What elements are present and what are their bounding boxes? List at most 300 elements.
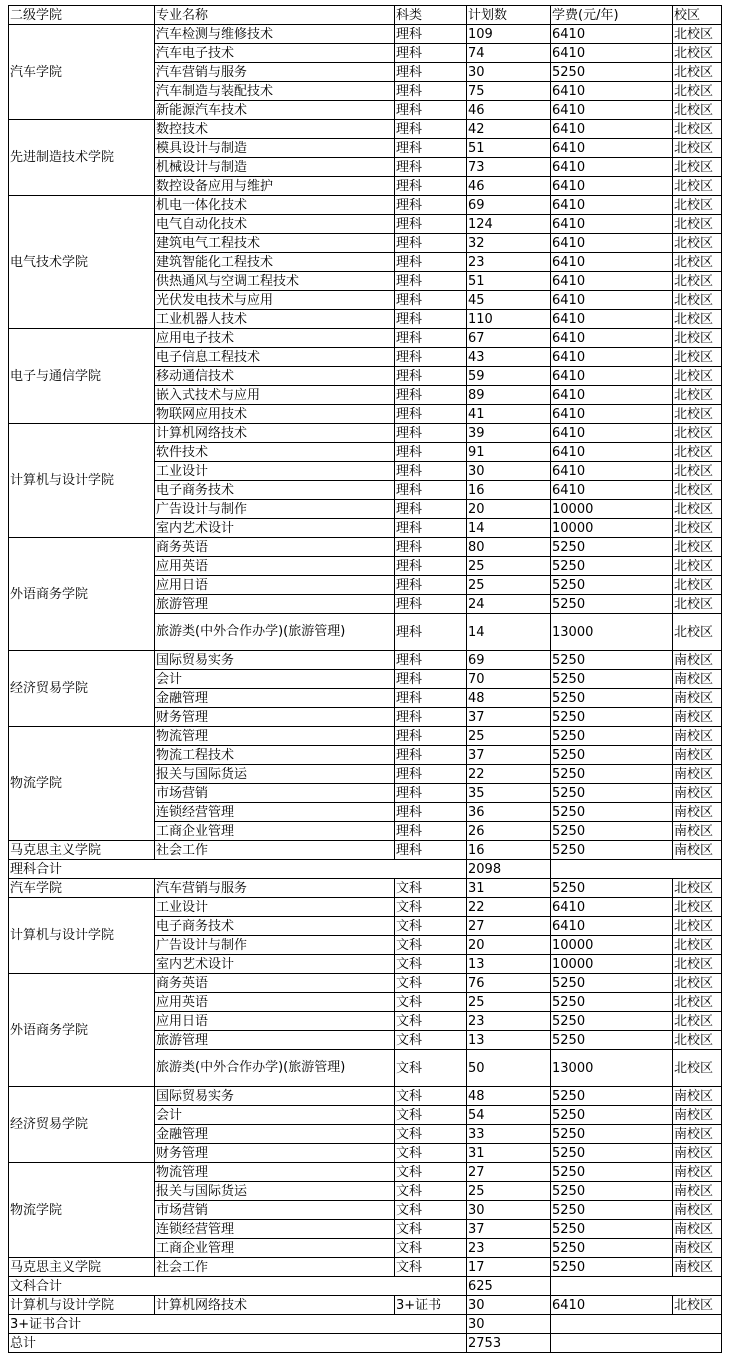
major-cell: 机电一体化技术 [155, 196, 395, 215]
fee-cell: 5250 [551, 557, 673, 576]
fee-cell: 10000 [551, 955, 673, 974]
fee-cell: 5250 [551, 63, 673, 82]
college-cell: 汽车学院 [9, 25, 155, 120]
subtotal-blank [551, 1334, 722, 1353]
plan-cell: 20 [467, 500, 551, 519]
fee-cell: 5250 [551, 1201, 673, 1220]
table-row [9, 25, 722, 44]
campus-cell: 南校区 [673, 1201, 722, 1220]
plan-cell: 46 [467, 177, 551, 196]
table-row [9, 1163, 722, 1182]
campus-cell: 北校区 [673, 936, 722, 955]
campus-cell: 南校区 [673, 670, 722, 689]
plan-cell: 30 [467, 1201, 551, 1220]
college-cell: 电气技术学院 [9, 196, 155, 329]
plan-cell: 74 [467, 44, 551, 63]
table-row [9, 1087, 722, 1106]
plan-cell: 48 [467, 1087, 551, 1106]
major-cell: 供热通风与空调工程技术 [155, 272, 395, 291]
plan-cell: 23 [467, 1012, 551, 1031]
header-college: 二级学院 [9, 6, 155, 25]
plan-cell: 41 [467, 405, 551, 424]
plan-cell: 25 [467, 1182, 551, 1201]
campus-cell: 北校区 [673, 329, 722, 348]
type-cell: 理科 [395, 746, 467, 765]
type-cell: 理科 [395, 215, 467, 234]
major-cell: 应用电子技术 [155, 329, 395, 348]
campus-cell: 北校区 [673, 462, 722, 481]
campus-cell: 南校区 [673, 822, 722, 841]
major-cell: 市场营销 [155, 784, 395, 803]
major-cell: 旅游管理 [155, 1031, 395, 1050]
fee-cell: 6410 [551, 196, 673, 215]
fee-cell: 6410 [551, 101, 673, 120]
campus-cell: 北校区 [673, 443, 722, 462]
type-cell: 理科 [395, 329, 467, 348]
major-cell: 物流管理 [155, 1163, 395, 1182]
table-row [9, 329, 722, 348]
subtotal-row [9, 860, 722, 879]
campus-cell: 北校区 [673, 177, 722, 196]
fee-cell: 13000 [551, 614, 673, 651]
subtotal-row [9, 1315, 722, 1334]
major-cell: 国际贸易实务 [155, 1087, 395, 1106]
table-row [9, 1258, 722, 1277]
major-cell: 工业设计 [155, 462, 395, 481]
major-cell: 社会工作 [155, 1258, 395, 1277]
fee-cell: 6410 [551, 405, 673, 424]
fee-cell: 10000 [551, 519, 673, 538]
header-major: 专业名称 [155, 6, 395, 25]
major-cell: 模具设计与制造 [155, 139, 395, 158]
major-cell: 商务英语 [155, 538, 395, 557]
major-cell: 电气自动化技术 [155, 215, 395, 234]
college-cell: 外语商务学院 [9, 974, 155, 1087]
campus-cell: 南校区 [673, 708, 722, 727]
major-cell: 数控技术 [155, 120, 395, 139]
table-row [9, 538, 722, 557]
type-cell: 文科 [395, 1125, 467, 1144]
type-cell: 理科 [395, 291, 467, 310]
major-cell: 汽车电子技术 [155, 44, 395, 63]
table-row [9, 651, 722, 670]
major-cell: 连锁经营管理 [155, 803, 395, 822]
type-cell: 理科 [395, 25, 467, 44]
type-cell: 文科 [395, 936, 467, 955]
major-cell: 数控设备应用与维护 [155, 177, 395, 196]
type-cell: 理科 [395, 310, 467, 329]
fee-cell: 6410 [551, 25, 673, 44]
campus-cell: 北校区 [673, 120, 722, 139]
table-row [9, 841, 722, 860]
fee-cell: 6410 [551, 348, 673, 367]
college-cell: 经济贸易学院 [9, 651, 155, 727]
plan-cell: 27 [467, 1163, 551, 1182]
fee-cell: 6410 [551, 120, 673, 139]
plan-cell: 36 [467, 803, 551, 822]
type-cell: 理科 [395, 63, 467, 82]
major-cell: 社会工作 [155, 841, 395, 860]
college-cell: 物流学院 [9, 727, 155, 841]
fee-cell: 6410 [551, 481, 673, 500]
plan-cell: 20 [467, 936, 551, 955]
type-cell: 文科 [395, 1258, 467, 1277]
fee-cell: 5250 [551, 841, 673, 860]
type-cell: 理科 [395, 841, 467, 860]
campus-cell: 北校区 [673, 917, 722, 936]
type-cell: 理科 [395, 557, 467, 576]
campus-cell: 南校区 [673, 746, 722, 765]
table-row [9, 120, 722, 139]
fee-cell: 10000 [551, 500, 673, 519]
type-cell: 理科 [395, 101, 467, 120]
campus-cell: 南校区 [673, 784, 722, 803]
fee-cell: 6410 [551, 443, 673, 462]
campus-cell: 北校区 [673, 63, 722, 82]
type-cell: 理科 [395, 614, 467, 651]
table-row [9, 1296, 722, 1315]
subtotal-plan: 625 [467, 1277, 551, 1296]
type-cell: 文科 [395, 1239, 467, 1258]
fee-cell: 6410 [551, 329, 673, 348]
type-cell: 文科 [395, 993, 467, 1012]
campus-cell: 北校区 [673, 1031, 722, 1050]
campus-cell: 北校区 [673, 993, 722, 1012]
type-cell: 理科 [395, 651, 467, 670]
subtotal-label: 总计 [9, 1334, 467, 1353]
fee-cell: 6410 [551, 462, 673, 481]
major-cell: 新能源汽车技术 [155, 101, 395, 120]
campus-cell: 南校区 [673, 1220, 722, 1239]
plan-cell: 24 [467, 595, 551, 614]
fee-cell: 5250 [551, 708, 673, 727]
plan-cell: 67 [467, 329, 551, 348]
subtotal-blank [551, 1315, 722, 1334]
plan-cell: 69 [467, 651, 551, 670]
fee-cell: 6410 [551, 44, 673, 63]
fee-cell: 6410 [551, 253, 673, 272]
campus-cell: 南校区 [673, 1163, 722, 1182]
major-cell: 报关与国际货运 [155, 765, 395, 784]
major-cell: 旅游类(中外合作办学)(旅游管理) [155, 614, 395, 651]
college-cell: 物流学院 [9, 1163, 155, 1258]
fee-cell: 5250 [551, 1087, 673, 1106]
major-cell: 嵌入式技术与应用 [155, 386, 395, 405]
type-cell: 理科 [395, 576, 467, 595]
campus-cell: 南校区 [673, 1239, 722, 1258]
major-cell: 物流管理 [155, 727, 395, 746]
type-cell: 理科 [395, 196, 467, 215]
type-cell: 理科 [395, 82, 467, 101]
type-cell: 文科 [395, 1220, 467, 1239]
header-fee: 学费(元/年) [551, 6, 673, 25]
type-cell: 理科 [395, 708, 467, 727]
type-cell: 理科 [395, 158, 467, 177]
campus-cell: 北校区 [673, 196, 722, 215]
type-cell: 理科 [395, 139, 467, 158]
major-cell: 应用英语 [155, 557, 395, 576]
type-cell: 文科 [395, 1163, 467, 1182]
campus-cell: 北校区 [673, 348, 722, 367]
type-cell: 理科 [395, 405, 467, 424]
type-cell: 文科 [395, 1050, 467, 1087]
fee-cell: 13000 [551, 1050, 673, 1087]
fee-cell: 6410 [551, 367, 673, 386]
table-row [9, 196, 722, 215]
table-row [9, 974, 722, 993]
header-row [9, 6, 722, 25]
plan-cell: 37 [467, 708, 551, 727]
campus-cell: 北校区 [673, 1296, 722, 1315]
enrollment-plan-table [8, 5, 722, 1353]
major-cell: 旅游管理 [155, 595, 395, 614]
type-cell: 文科 [395, 917, 467, 936]
fee-cell: 6410 [551, 1296, 673, 1315]
type-cell: 理科 [395, 765, 467, 784]
major-cell: 广告设计与制作 [155, 936, 395, 955]
campus-cell: 南校区 [673, 841, 722, 860]
major-cell: 计算机网络技术 [155, 424, 395, 443]
campus-cell: 北校区 [673, 500, 722, 519]
plan-cell: 75 [467, 82, 551, 101]
fee-cell: 10000 [551, 936, 673, 955]
plan-cell: 30 [467, 1296, 551, 1315]
subtotal-plan: 2098 [467, 860, 551, 879]
subtotal-label: 理科合计 [9, 860, 467, 879]
fee-cell: 5250 [551, 803, 673, 822]
type-cell: 文科 [395, 1106, 467, 1125]
plan-cell: 45 [467, 291, 551, 310]
subtotal-row [9, 1277, 722, 1296]
plan-cell: 25 [467, 576, 551, 595]
plan-cell: 31 [467, 879, 551, 898]
campus-cell: 南校区 [673, 1182, 722, 1201]
major-cell: 电子商务技术 [155, 917, 395, 936]
major-cell: 室内艺术设计 [155, 955, 395, 974]
campus-cell: 北校区 [673, 82, 722, 101]
campus-cell: 北校区 [673, 405, 722, 424]
type-cell: 理科 [395, 481, 467, 500]
type-cell: 理科 [395, 44, 467, 63]
fee-cell: 6410 [551, 139, 673, 158]
fee-cell: 5250 [551, 879, 673, 898]
major-cell: 旅游类(中外合作办学)(旅游管理) [155, 1050, 395, 1087]
college-cell: 马克思主义学院 [9, 1258, 155, 1277]
header-campus: 校区 [673, 6, 722, 25]
fee-cell: 6410 [551, 82, 673, 101]
fee-cell: 6410 [551, 158, 673, 177]
fee-cell: 6410 [551, 424, 673, 443]
fee-cell: 6410 [551, 310, 673, 329]
plan-cell: 13 [467, 1031, 551, 1050]
fee-cell: 5250 [551, 784, 673, 803]
campus-cell: 南校区 [673, 727, 722, 746]
subtotal-label: 3+证书合计 [9, 1315, 467, 1334]
campus-cell: 北校区 [673, 879, 722, 898]
major-cell: 财务管理 [155, 1144, 395, 1163]
plan-cell: 91 [467, 443, 551, 462]
type-cell: 理科 [395, 538, 467, 557]
type-cell: 文科 [395, 1031, 467, 1050]
campus-cell: 北校区 [673, 158, 722, 177]
plan-cell: 16 [467, 481, 551, 500]
plan-cell: 110 [467, 310, 551, 329]
major-cell: 室内艺术设计 [155, 519, 395, 538]
major-cell: 工商企业管理 [155, 1239, 395, 1258]
fee-cell: 5250 [551, 765, 673, 784]
type-cell: 文科 [395, 1012, 467, 1031]
major-cell: 金融管理 [155, 1125, 395, 1144]
campus-cell: 北校区 [673, 272, 722, 291]
type-cell: 文科 [395, 1087, 467, 1106]
major-cell: 电子商务技术 [155, 481, 395, 500]
plan-cell: 22 [467, 898, 551, 917]
plan-cell: 14 [467, 614, 551, 651]
campus-cell: 南校区 [673, 1125, 722, 1144]
campus-cell: 北校区 [673, 101, 722, 120]
major-cell: 会计 [155, 670, 395, 689]
fee-cell: 5250 [551, 1258, 673, 1277]
college-cell: 外语商务学院 [9, 538, 155, 651]
type-cell: 理科 [395, 727, 467, 746]
type-cell: 理科 [395, 120, 467, 139]
college-cell: 马克思主义学院 [9, 841, 155, 860]
major-cell: 软件技术 [155, 443, 395, 462]
college-cell: 计算机与设计学院 [9, 1296, 155, 1315]
type-cell: 理科 [395, 272, 467, 291]
campus-cell: 北校区 [673, 481, 722, 500]
plan-cell: 30 [467, 63, 551, 82]
campus-cell: 南校区 [673, 1087, 722, 1106]
campus-cell: 南校区 [673, 1144, 722, 1163]
campus-cell: 南校区 [673, 1106, 722, 1125]
fee-cell: 5250 [551, 993, 673, 1012]
type-cell: 理科 [395, 386, 467, 405]
plan-cell: 25 [467, 993, 551, 1012]
campus-cell: 南校区 [673, 1258, 722, 1277]
campus-cell: 北校区 [673, 974, 722, 993]
campus-cell: 北校区 [673, 291, 722, 310]
major-cell: 计算机网络技术 [155, 1296, 395, 1315]
campus-cell: 北校区 [673, 424, 722, 443]
type-cell: 理科 [395, 803, 467, 822]
campus-cell: 北校区 [673, 595, 722, 614]
major-cell: 物流工程技术 [155, 746, 395, 765]
fee-cell: 5250 [551, 822, 673, 841]
fee-cell: 5250 [551, 1144, 673, 1163]
fee-cell: 5250 [551, 595, 673, 614]
plan-cell: 30 [467, 462, 551, 481]
type-cell: 理科 [395, 367, 467, 386]
campus-cell: 北校区 [673, 557, 722, 576]
type-cell: 文科 [395, 1201, 467, 1220]
campus-cell: 南校区 [673, 803, 722, 822]
fee-cell: 5250 [551, 1031, 673, 1050]
campus-cell: 北校区 [673, 139, 722, 158]
campus-cell: 北校区 [673, 310, 722, 329]
plan-cell: 42 [467, 120, 551, 139]
type-cell: 理科 [395, 689, 467, 708]
fee-cell: 5250 [551, 1012, 673, 1031]
major-cell: 工商企业管理 [155, 822, 395, 841]
fee-cell: 5250 [551, 1106, 673, 1125]
plan-cell: 51 [467, 272, 551, 291]
plan-cell: 23 [467, 253, 551, 272]
type-cell: 文科 [395, 879, 467, 898]
plan-cell: 76 [467, 974, 551, 993]
campus-cell: 北校区 [673, 253, 722, 272]
plan-cell: 89 [467, 386, 551, 405]
type-cell: 理科 [395, 670, 467, 689]
type-cell: 理科 [395, 348, 467, 367]
campus-cell: 北校区 [673, 1012, 722, 1031]
type-cell: 理科 [395, 784, 467, 803]
type-cell: 文科 [395, 1182, 467, 1201]
plan-cell: 50 [467, 1050, 551, 1087]
fee-cell: 5250 [551, 1239, 673, 1258]
type-cell: 理科 [395, 519, 467, 538]
major-cell: 广告设计与制作 [155, 500, 395, 519]
major-cell: 汽车制造与装配技术 [155, 82, 395, 101]
major-cell: 建筑电气工程技术 [155, 234, 395, 253]
campus-cell: 北校区 [673, 955, 722, 974]
major-cell: 机械设计与制造 [155, 158, 395, 177]
table-row [9, 727, 722, 746]
plan-cell: 54 [467, 1106, 551, 1125]
type-cell: 文科 [395, 1144, 467, 1163]
subtotal-plan: 2753 [467, 1334, 551, 1353]
type-cell: 理科 [395, 234, 467, 253]
fee-cell: 5250 [551, 1182, 673, 1201]
table-row [9, 424, 722, 443]
fee-cell: 5250 [551, 538, 673, 557]
major-cell: 工业机器人技术 [155, 310, 395, 329]
subtotal-label: 文科合计 [9, 1277, 467, 1296]
plan-cell: 27 [467, 917, 551, 936]
major-cell: 移动通信技术 [155, 367, 395, 386]
fee-cell: 5250 [551, 746, 673, 765]
college-cell: 先进制造技术学院 [9, 120, 155, 196]
subtotal-blank [551, 1277, 722, 1296]
plan-cell: 16 [467, 841, 551, 860]
campus-cell: 北校区 [673, 44, 722, 63]
plan-cell: 109 [467, 25, 551, 44]
campus-cell: 北校区 [673, 576, 722, 595]
header-type: 科类 [395, 6, 467, 25]
plan-cell: 70 [467, 670, 551, 689]
campus-cell: 北校区 [673, 614, 722, 651]
plan-cell: 51 [467, 139, 551, 158]
college-cell: 经济贸易学院 [9, 1087, 155, 1163]
college-cell: 计算机与设计学院 [9, 424, 155, 538]
major-cell: 金融管理 [155, 689, 395, 708]
fee-cell: 5250 [551, 727, 673, 746]
type-cell: 理科 [395, 443, 467, 462]
plan-cell: 31 [467, 1144, 551, 1163]
fee-cell: 6410 [551, 917, 673, 936]
major-cell: 商务英语 [155, 974, 395, 993]
table-row [9, 898, 722, 917]
plan-cell: 25 [467, 727, 551, 746]
fee-cell: 6410 [551, 898, 673, 917]
fee-cell: 5250 [551, 651, 673, 670]
plan-cell: 46 [467, 101, 551, 120]
fee-cell: 5250 [551, 670, 673, 689]
major-cell: 应用日语 [155, 576, 395, 595]
plan-cell: 35 [467, 784, 551, 803]
type-cell: 文科 [395, 898, 467, 917]
major-cell: 应用英语 [155, 993, 395, 1012]
